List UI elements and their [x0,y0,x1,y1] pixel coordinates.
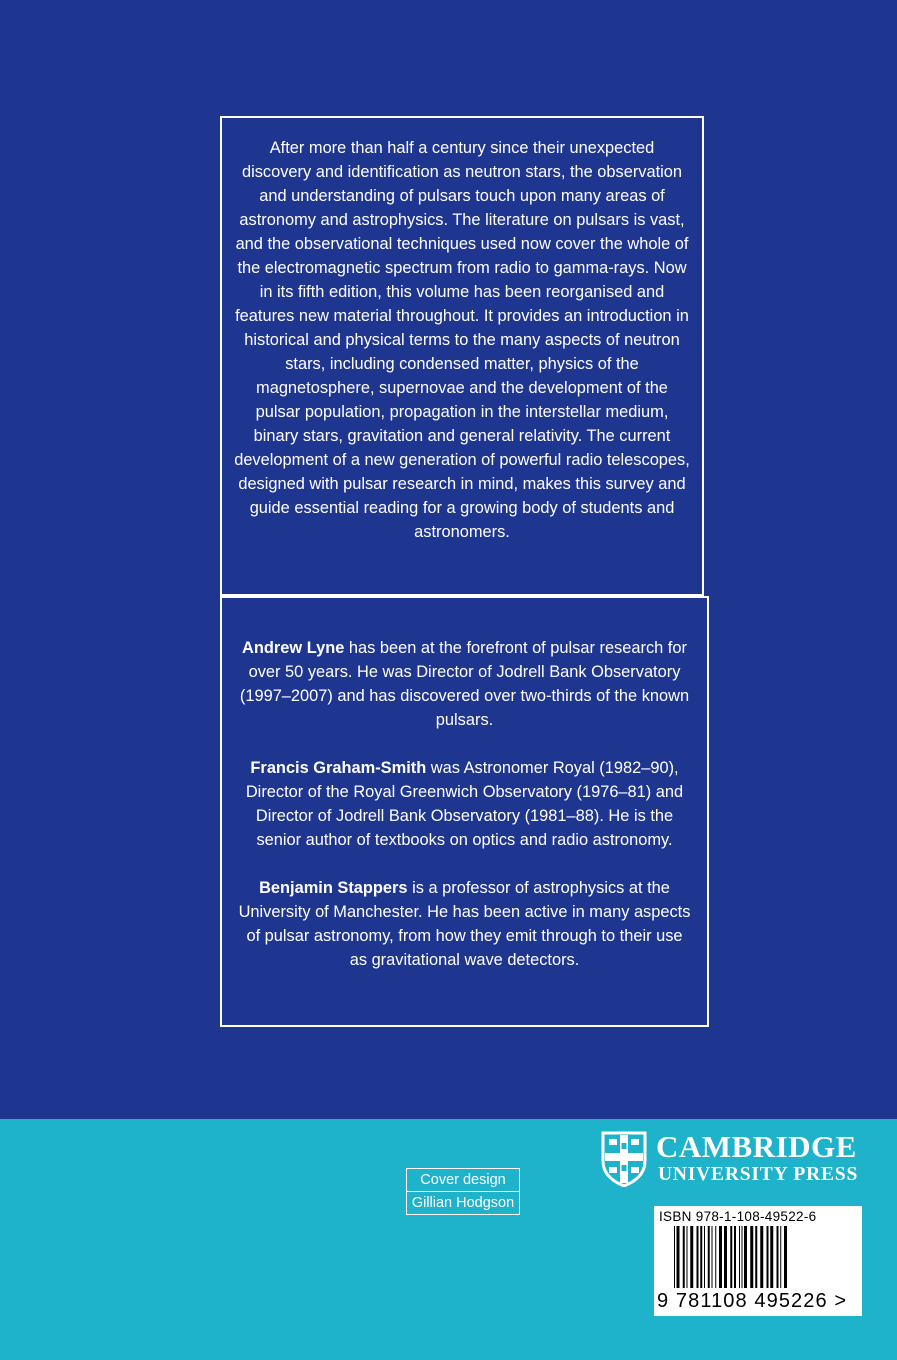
credit-designer: Gillian Hodgson [411,1195,515,1211]
author-bio [236,876,693,972]
barcode-bar [704,1226,705,1288]
barcode-bar [677,1226,680,1288]
author-bio-text: was Astronomer Royal (1982–90), Director of the Royal Greenwich Observatory (1976–81) and Director of Jodrell Bank Observatory (1981–88). He is the senior author of textbooks on optics and radio astronomy. [245,759,684,849]
barcode-bar [742,1226,743,1288]
barcode-bar [700,1226,702,1288]
barcode-bar [739,1226,740,1288]
barcode-bar [697,1226,699,1288]
barcode-bar [750,1226,753,1288]
barcode-bar [719,1226,722,1288]
barcode-bar [712,1226,713,1288]
barcode-bar [715,1226,716,1288]
publisher-subname: UNIVERSITY PRESS [658,1164,859,1185]
barcode-bar [770,1226,773,1288]
barcode-bar [674,1226,675,1288]
credit-label: Cover design [407,1169,519,1192]
barcode-bar [690,1226,693,1288]
barcode-bar [744,1226,747,1288]
author-bio-text: is a professor of astrophysics at the University of Manchester. He has been active in many aspects of pulsar astronomy, from how they emit through to their use as gravitational wave detectors. [238,879,691,969]
barcode-bar [687,1226,688,1288]
barcode-bar [755,1226,757,1288]
barcode-digits: 9 781108 495226 > [657,1290,848,1312]
barcode-bar [777,1226,779,1288]
isbn-label: ISBN 978-1-108-49522-6 [659,1209,817,1224]
cover-design-credit [406,1168,520,1215]
author-bios [220,596,709,1027]
barcode-bar [784,1226,787,1288]
author-name: Francis Graham-Smith [250,759,427,777]
blurb-box [220,116,704,596]
author-name: Andrew Lyne [242,639,345,657]
isbn-barcode [654,1206,862,1316]
barcode-bar [760,1226,763,1288]
publisher-name: CAMBRIDGE [656,1129,857,1164]
author-bio-text: has been at the forefront of pulsar research for over 50 years. He was Director of Jodrell Bank Observatory (1997–2007) and has discovered over two-thirds of the known pulsars. [239,639,690,729]
barcode-bar [730,1226,732,1288]
barcode-bar [734,1226,736,1288]
author-bio [236,636,693,732]
barcode-bar [780,1226,781,1288]
barcode-bars [654,1226,862,1294]
barcode-bar [683,1226,685,1288]
barcode-bar [708,1226,710,1288]
author-bio [236,756,693,852]
barcode-bar [724,1226,727,1288]
blurb-text: After more than half a century since their unexpected discovery and identification as neutron stars, the observation and understanding of pulsars touch upon many areas of astronomy and astrophysics. The literature on pulsars is vast, and the observational techniques used now cover the whole of the electromagnetic spectrum from radio to gamma-rays. Now in its fifth edition, this volume has been reorganised and features new material throughout. It provides an introduction in historical and physical terms to the many aspects of neutron stars, including condensed matter, physics of the magnetosphere, supernovae and the development of the pulsar population, propagation in the interstellar medium, binary stars, gravitation and general relativity. The current development of a new generation of powerful radio telescopes, designed with pulsar research in mind, makes this survey and guide essential reading for a growing body of students and astronomers. [234,139,690,541]
barcode-bar [767,1226,769,1288]
publisher-logo [600,1131,870,1191]
cambridge-crest-icon [600,1131,648,1187]
author-name: Benjamin Stappers [259,879,408,897]
